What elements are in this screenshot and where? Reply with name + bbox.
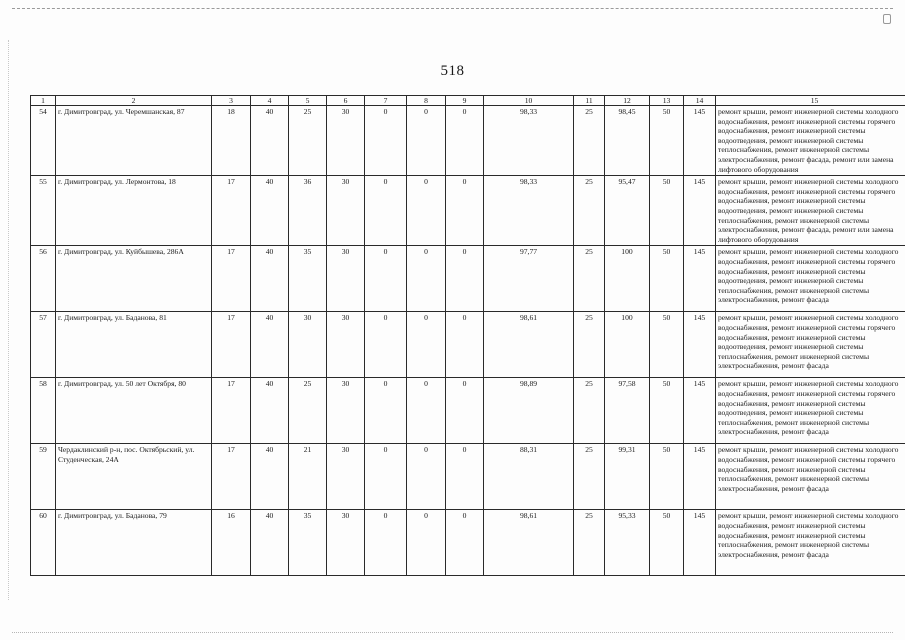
value-cell: 98,61 xyxy=(484,510,574,576)
value-cell: 0 xyxy=(407,312,446,378)
column-header: 12 xyxy=(605,96,650,106)
column-header: 14 xyxy=(684,96,716,106)
row-number: 56 xyxy=(31,246,56,312)
value-cell: 50 xyxy=(650,176,684,246)
value-cell: 100 xyxy=(605,246,650,312)
table-row xyxy=(31,510,905,576)
value-cell: 0 xyxy=(407,246,446,312)
value-cell: 0 xyxy=(365,312,407,378)
value-cell: 0 xyxy=(365,510,407,576)
value-cell: 30 xyxy=(327,378,365,444)
works-list-cell: ремонт крыши, ремонт инженерной системы холодного водоснабжения, ремонт инженерной системы горячего водоснабжения, ремонт инженерной системы водоотведения, ремонт инженерной системы теплоснабжения, ремонт инженерной системы электроснабжения, ремонт фасада xyxy=(716,312,905,378)
value-cell: 50 xyxy=(650,106,684,176)
value-cell: 30 xyxy=(289,312,327,378)
table-row xyxy=(31,176,905,246)
value-cell: 35 xyxy=(289,510,327,576)
column-header: 10 xyxy=(484,96,574,106)
works-list-cell: ремонт крыши, ремонт инженерной системы холодного водоснабжения, ремонт инженерной системы горячего водоснабжения, ремонт инженерной системы водоотведения, ремонт инженерной системы теплоснабжения, ремонт инженерной системы электроснабжения, ремонт фасада, ремонт или замена лифтового оборудования xyxy=(716,176,905,246)
value-cell: 0 xyxy=(407,176,446,246)
value-cell: 25 xyxy=(574,444,605,510)
value-cell: 17 xyxy=(212,444,251,510)
value-cell: 50 xyxy=(650,246,684,312)
address-cell: Чердаклинский р-н, пос. Октябрьский, ул. Студенческая, 24А xyxy=(56,444,212,510)
value-cell: 25 xyxy=(574,176,605,246)
value-cell: 145 xyxy=(684,378,716,444)
value-cell: 17 xyxy=(212,378,251,444)
value-cell: 25 xyxy=(289,106,327,176)
value-cell: 16 xyxy=(212,510,251,576)
works-list-cell: ремонт крыши, ремонт инженерной системы холодного водоснабжения, ремонт инженерной системы горячего водоснабжения, ремонт инженерной системы водоотведения, ремонт инженерной системы теплоснабжения, ремонт инженерной системы электроснабжения, ремонт фасада xyxy=(716,378,905,444)
value-cell: 30 xyxy=(327,246,365,312)
value-cell: 145 xyxy=(684,106,716,176)
value-cell: 30 xyxy=(327,510,365,576)
value-cell: 0 xyxy=(446,510,484,576)
value-cell: 0 xyxy=(446,106,484,176)
value-cell: 0 xyxy=(365,246,407,312)
value-cell: 40 xyxy=(251,176,289,246)
address-cell: г. Димитровград, ул. Черемшанская, 87 xyxy=(56,106,212,176)
value-cell: 25 xyxy=(574,106,605,176)
value-cell: 145 xyxy=(684,510,716,576)
value-cell: 145 xyxy=(684,246,716,312)
value-cell: 97,77 xyxy=(484,246,574,312)
table-row xyxy=(31,312,905,378)
value-cell: 25 xyxy=(574,246,605,312)
works-list-cell: ремонт крыши, ремонт инженерной системы холодного водоснабжения, ремонт инженерной системы водоснабжения, ремонт инженерной системы теплоснабжения, ремонт инженерной системы электроснабжения, ремонт фасада xyxy=(716,510,905,576)
value-cell: 25 xyxy=(574,312,605,378)
value-cell: 0 xyxy=(446,246,484,312)
column-header: 8 xyxy=(407,96,446,106)
column-header: 9 xyxy=(446,96,484,106)
row-number: 57 xyxy=(31,312,56,378)
value-cell: 0 xyxy=(365,176,407,246)
address-cell: г. Димитровград, ул. Баданова, 79 xyxy=(56,510,212,576)
value-cell: 17 xyxy=(212,246,251,312)
top-scan-line xyxy=(12,8,893,9)
row-number: 59 xyxy=(31,444,56,510)
value-cell: 97,58 xyxy=(605,378,650,444)
value-cell: 0 xyxy=(446,176,484,246)
works-list-cell: ремонт крыши, ремонт инженерной системы холодного водоснабжения, ремонт инженерной системы горячего водоснабжения, ремонт инженерной системы теплоснабжения, ремонт инженерной системы электроснабжения, ремонт фасада xyxy=(716,444,905,510)
data-table xyxy=(30,95,905,576)
row-number: 58 xyxy=(31,378,56,444)
value-cell: 0 xyxy=(365,444,407,510)
value-cell: 30 xyxy=(327,176,365,246)
column-header: 1 xyxy=(31,96,56,106)
row-number: 54 xyxy=(31,106,56,176)
value-cell: 145 xyxy=(684,444,716,510)
value-cell: 25 xyxy=(289,378,327,444)
value-cell: 145 xyxy=(684,176,716,246)
value-cell: 25 xyxy=(574,378,605,444)
value-cell: 40 xyxy=(251,246,289,312)
value-cell: 35 xyxy=(289,246,327,312)
value-cell: 0 xyxy=(407,106,446,176)
value-cell: 98,45 xyxy=(605,106,650,176)
column-header: 5 xyxy=(289,96,327,106)
address-cell: г. Димитровград, ул. Лермонтова, 18 xyxy=(56,176,212,246)
address-cell: г. Димитровград, ул. 50 лет Октября, 80 xyxy=(56,378,212,444)
value-cell: 21 xyxy=(289,444,327,510)
value-cell: 99,31 xyxy=(605,444,650,510)
table-row xyxy=(31,106,905,176)
column-header: 3 xyxy=(212,96,251,106)
value-cell: 40 xyxy=(251,444,289,510)
value-cell: 98,33 xyxy=(484,106,574,176)
value-cell: 18 xyxy=(212,106,251,176)
table-row xyxy=(31,246,905,312)
value-cell: 0 xyxy=(365,378,407,444)
value-cell: 40 xyxy=(251,106,289,176)
row-number: 60 xyxy=(31,510,56,576)
value-cell: 40 xyxy=(251,378,289,444)
value-cell: 50 xyxy=(650,312,684,378)
page-number: 518 xyxy=(440,63,465,79)
value-cell: 0 xyxy=(446,378,484,444)
value-cell: 145 xyxy=(684,312,716,378)
value-cell: 30 xyxy=(327,444,365,510)
value-cell: 95,47 xyxy=(605,176,650,246)
value-cell: 17 xyxy=(212,312,251,378)
table-row xyxy=(31,444,905,510)
value-cell: 40 xyxy=(251,312,289,378)
address-cell: г. Димитровград, ул. Куйбышева, 286А xyxy=(56,246,212,312)
value-cell: 95,33 xyxy=(605,510,650,576)
value-cell: 98,33 xyxy=(484,176,574,246)
table-row xyxy=(31,378,905,444)
value-cell: 0 xyxy=(407,444,446,510)
value-cell: 100 xyxy=(605,312,650,378)
value-cell: 30 xyxy=(327,106,365,176)
value-cell: 0 xyxy=(407,378,446,444)
value-cell: 50 xyxy=(650,510,684,576)
column-header: 7 xyxy=(365,96,407,106)
bottom-scan-line xyxy=(12,632,893,633)
value-cell: 0 xyxy=(446,312,484,378)
column-header: 2 xyxy=(56,96,212,106)
staple-mark xyxy=(883,14,891,24)
column-header: 15 xyxy=(716,96,905,106)
left-margin-mark xyxy=(8,40,9,600)
address-cell: г. Димитровград, ул. Баданова, 81 xyxy=(56,312,212,378)
value-cell: 36 xyxy=(289,176,327,246)
column-header: 6 xyxy=(327,96,365,106)
column-header: 11 xyxy=(574,96,605,106)
value-cell: 25 xyxy=(574,510,605,576)
works-list-cell: ремонт крыши, ремонт инженерной системы холодного водоснабжения, ремонт инженерной системы горячего водоснабжения, ремонт инженерной системы водоотведения, ремонт инженерной системы теплоснабжения, ремонт инженерной системы электроснабжения, ремонт фасада, ремонт или замена лифтового оборудования xyxy=(716,106,905,176)
works-list-cell: ремонт крыши, ремонт инженерной системы холодного водоснабжения, ремонт инженерной системы горячего водоснабжения, ремонт инженерной системы водоотведения, ремонт инженерной системы теплоснабжения, ремонт инженерной системы электроснабжения, ремонт фасада xyxy=(716,246,905,312)
value-cell: 30 xyxy=(327,312,365,378)
value-cell: 0 xyxy=(407,510,446,576)
value-cell: 40 xyxy=(251,510,289,576)
column-header: 13 xyxy=(650,96,684,106)
value-cell: 0 xyxy=(365,106,407,176)
value-cell: 88,31 xyxy=(484,444,574,510)
value-cell: 98,89 xyxy=(484,378,574,444)
value-cell: 98,61 xyxy=(484,312,574,378)
column-header: 4 xyxy=(251,96,289,106)
header-row xyxy=(31,96,905,106)
value-cell: 50 xyxy=(650,378,684,444)
value-cell: 50 xyxy=(650,444,684,510)
value-cell: 0 xyxy=(446,444,484,510)
row-number: 55 xyxy=(31,176,56,246)
value-cell: 17 xyxy=(212,176,251,246)
